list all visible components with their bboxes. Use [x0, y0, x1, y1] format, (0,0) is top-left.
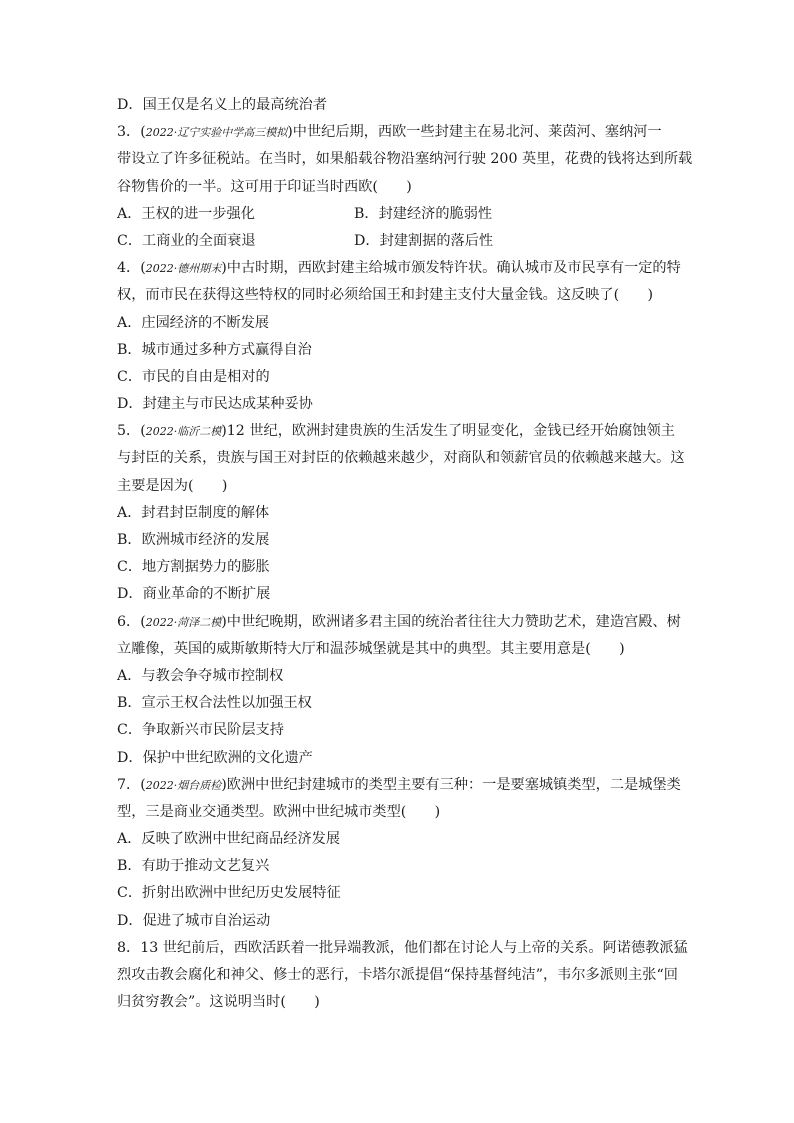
question-source: 2022·烟台质检: [145, 778, 222, 792]
question-text: 7．(: [117, 776, 146, 793]
answer-option: C．工商业的全面衰退: [117, 232, 256, 249]
answer-option: C．市民的自由是相对的: [117, 368, 270, 385]
answer-option: D．封建主与市民达成某种妥协: [117, 396, 313, 413]
question-stem-line: [117, 255, 685, 282]
answer-option: B．欧洲城市经济的发展: [117, 532, 270, 548]
answer-option: A．封君封臣制度的解体: [117, 504, 270, 521]
question-text: 3．(: [117, 124, 146, 141]
answer-option: A．反映了欧洲中世纪商品经济发展: [117, 831, 341, 848]
question-text: )12 世纪，欧洲封建贵族的生活发生了明显变化，金钱已经开始腐蚀领主: [221, 423, 675, 440]
question-stem-line: [117, 609, 685, 636]
text-line: 立雕像，英国的威斯敏斯特大厅和温莎城堡就是其中的典型。其主要用意是( ): [117, 640, 625, 657]
text-line: 归贫穷教会”。这说明当时( ): [117, 994, 320, 1011]
answer-option: A．与教会争夺城市控制权: [117, 667, 284, 684]
text-line: 谷物售价的一半。这可用于印证当时西欧( ): [117, 178, 412, 195]
question-text: 4．(: [117, 260, 146, 277]
answer-option: B．城市通过多种方式赢得自治: [117, 341, 312, 358]
answer-option: A．庄园经济的不断发展: [117, 314, 270, 331]
answer-option: A．王权的进一步强化: [117, 205, 255, 222]
question-source: 2022·德州期末: [145, 262, 222, 276]
question-source: 2022·辽宁实验中学高三模拟: [145, 126, 288, 140]
answer-option: B．宣示王权合法性以加强王权: [117, 695, 312, 712]
question-text: 5．(: [117, 423, 146, 440]
answer-option: C．地方割据势力的膨胀: [117, 559, 270, 576]
text-line: 与封臣的关系，贵族与国王对封臣的依赖越来越少，对商队和领薪官员的依赖越来越大。这: [117, 450, 685, 467]
answer-option: B．有助于推动文艺复兴: [117, 858, 270, 875]
option-row: [117, 201, 685, 228]
text-line: 主要是因为( ): [117, 477, 228, 494]
answer-option: B．封建经济的脆弱性: [354, 205, 493, 222]
text-line: 权，而市民在获得这些特权的同时必须给国王和封建主支付大量金钱。这反映了( ): [117, 287, 654, 304]
question-stem-line: [117, 772, 685, 799]
question-text: )中古时期，西欧封建主给城市颁发特许状。确认城市及市民享有一定的特: [221, 260, 681, 277]
text-line: 烈攻击教会腐化和神父、修士的恶行，卡塔尔派提倡“保持基督纯洁”，韦尔多派则主张“回: [117, 967, 678, 983]
answer-option: C．折射出欧洲中世纪历史发展特征: [117, 885, 341, 902]
text-line: 带设立了许多征税站。在当时，如果船载谷物沿塞纳河行驶 200 英里，花费的钱将达到所载: [117, 151, 693, 168]
answer-option: D．保护中世纪欧洲的文化遗产: [117, 749, 313, 766]
answer-option: D．商业革命的不断扩展: [117, 586, 271, 603]
option-row: [117, 228, 685, 255]
answer-option: D．封建割据的落后性: [354, 232, 494, 249]
answer-option: D．国王仅是名义上的最高统治者: [117, 97, 328, 113]
question-text: )欧洲中世纪封建城市的类型主要有三种：一是要塞城镇类型，二是城堡类: [221, 776, 681, 793]
question-source: 2022·临沂二模: [145, 425, 222, 439]
question-text: )中世纪晚期，欧洲诸多君主国的统治者往往大力赞助艺术，建造宫殿、树: [221, 613, 681, 630]
answer-option: D．促进了城市自治运动: [117, 912, 271, 929]
question-text: )中世纪后期，西欧一些封建主在易北河、莱茵河、塞纳河一: [287, 124, 662, 141]
question-stem-line: [117, 119, 685, 146]
text-line: 8．13 世纪前后，西欧活跃着一批异端教派，他们都在讨论人与上帝的关系。阿诺德教派猛: [117, 939, 688, 956]
text-line: 型，三是商业交通类型。欧洲中世纪城市类型( ): [117, 803, 441, 820]
question-source: 2022·菏泽二模: [145, 615, 222, 629]
question-text: 6．(: [117, 613, 146, 630]
question-stem-line: [117, 418, 685, 445]
document-page: [117, 92, 693, 1016]
answer-option: C．争取新兴市民阶层支持: [117, 722, 284, 739]
